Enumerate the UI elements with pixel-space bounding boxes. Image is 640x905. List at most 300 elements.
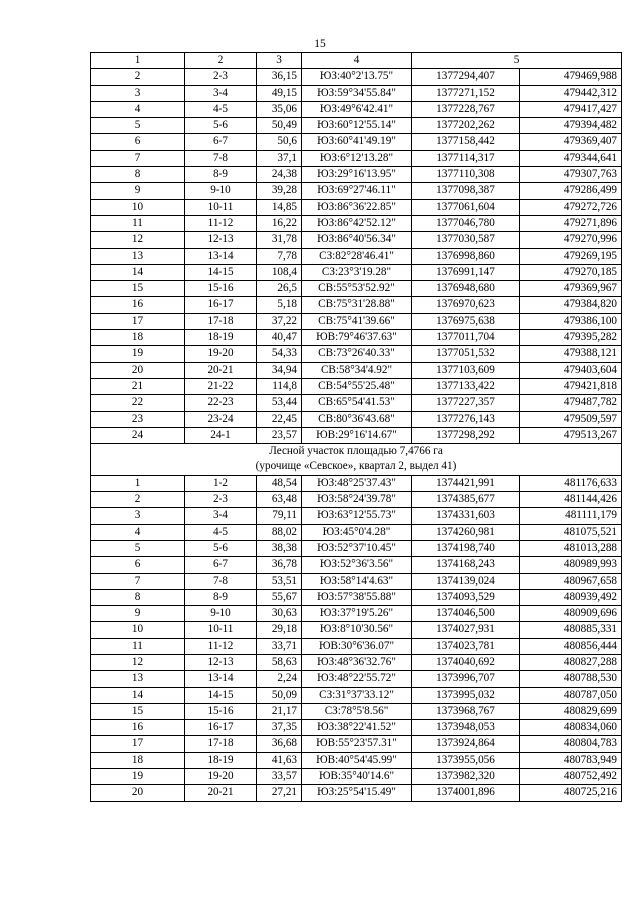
coord-y-cell: 481075,521 [520, 524, 622, 540]
segment-cell: 8-9 [185, 589, 257, 605]
point-number-cell: 14 [91, 264, 185, 280]
point-number-cell: 21 [91, 378, 185, 394]
length-cell: 37,1 [257, 150, 302, 166]
table-row [91, 752, 622, 768]
coord-y-cell: 479384,820 [520, 297, 622, 313]
length-cell: 54,33 [257, 346, 302, 362]
point-number-cell: 24 [91, 427, 185, 443]
coord-x-cell: 1374040,692 [412, 654, 520, 670]
coord-y-cell: 479469,988 [520, 69, 622, 85]
bearing-cell: СВ:58°34'4.92" [302, 362, 412, 378]
segment-cell: 7-8 [185, 150, 257, 166]
length-cell: 50,49 [257, 118, 302, 134]
section-title: Лесной участок площадью 7,4766 га [269, 445, 443, 458]
table-row [91, 654, 622, 670]
point-number-cell: 12 [91, 654, 185, 670]
column-header: 1 [91, 53, 185, 69]
bearing-cell: ЮЗ:52°36'3.56" [302, 557, 412, 573]
length-cell: 108,4 [257, 264, 302, 280]
coord-y-cell: 479344,641 [520, 150, 622, 166]
coord-x-cell: 1374093,529 [412, 589, 520, 605]
segment-cell: 21-22 [185, 378, 257, 394]
bearing-cell: СВ:75°41'39.66" [302, 313, 412, 329]
segment-cell: 4-5 [185, 524, 257, 540]
coord-x-cell: 1377158,442 [412, 134, 520, 150]
point-number-cell: 9 [91, 183, 185, 199]
segment-cell: 5-6 [185, 118, 257, 134]
point-number-cell: 23 [91, 411, 185, 427]
coord-y-cell: 479403,604 [520, 362, 622, 378]
table-row [91, 769, 622, 785]
coord-x-cell: 1374027,931 [412, 622, 520, 638]
coord-x-cell: 1376970,623 [412, 297, 520, 313]
coord-x-cell: 1373996,707 [412, 671, 520, 687]
coord-y-cell: 480783,949 [520, 752, 622, 768]
point-number-cell: 19 [91, 346, 185, 362]
length-cell: 48,54 [257, 475, 302, 491]
length-cell: 22,45 [257, 411, 302, 427]
bearing-cell: ЮЗ:37°19'5.26" [302, 606, 412, 622]
table-row [91, 427, 622, 443]
coord-y-cell: 480856,444 [520, 638, 622, 654]
segment-cell: 9-10 [185, 183, 257, 199]
point-number-cell: 6 [91, 557, 185, 573]
segment-cell: 16-17 [185, 720, 257, 736]
length-cell: 37,22 [257, 313, 302, 329]
length-cell: 36,15 [257, 69, 302, 85]
point-number-cell: 7 [91, 573, 185, 589]
length-cell: 37,35 [257, 720, 302, 736]
length-cell: 16,22 [257, 215, 302, 231]
coord-x-cell: 1377051,532 [412, 346, 520, 362]
coord-x-cell: 1374260,981 [412, 524, 520, 540]
length-cell: 114,8 [257, 378, 302, 394]
segment-cell: 19-20 [185, 346, 257, 362]
length-cell: 49,15 [257, 85, 302, 101]
length-cell: 26,5 [257, 281, 302, 297]
segment-cell: 14-15 [185, 687, 257, 703]
coord-x-cell: 1376975,638 [412, 313, 520, 329]
segment-cell: 16-17 [185, 297, 257, 313]
point-number-cell: 5 [91, 118, 185, 134]
coord-y-cell: 480885,331 [520, 622, 622, 638]
length-cell: 88,02 [257, 524, 302, 540]
point-number-cell: 4 [91, 101, 185, 117]
length-cell: 53,51 [257, 573, 302, 589]
point-number-cell: 11 [91, 215, 185, 231]
segment-cell: 18-19 [185, 330, 257, 346]
segment-cell: 20-21 [185, 785, 257, 801]
coord-y-cell: 480939,492 [520, 589, 622, 605]
point-number-cell: 4 [91, 524, 185, 540]
bearing-cell: ЮЗ:48°22'55.72" [302, 671, 412, 687]
bearing-cell: ЮЗ:8°10'30.56" [302, 622, 412, 638]
length-cell: 27,21 [257, 785, 302, 801]
table-row [91, 508, 622, 524]
section-heading [91, 444, 622, 476]
coord-x-cell: 1373948,053 [412, 720, 520, 736]
coord-x-cell: 1377227,357 [412, 395, 520, 411]
bearing-cell: СЗ:31°37'33.12" [302, 687, 412, 703]
table-row [91, 346, 622, 362]
coord-x-cell: 1377271,152 [412, 85, 520, 101]
coord-y-cell: 480827,288 [520, 654, 622, 670]
segment-cell: 1-2 [185, 475, 257, 491]
table-row [91, 557, 622, 573]
coord-y-cell: 479386,100 [520, 313, 622, 329]
bearing-cell: СЗ:82°28'46.41" [302, 248, 412, 264]
point-number-cell: 20 [91, 362, 185, 378]
coord-y-cell: 480834,060 [520, 720, 622, 736]
bearing-cell: ЮЗ:86°40'56.34" [302, 232, 412, 248]
table-row [91, 69, 622, 85]
coord-y-cell: 481176,633 [520, 475, 622, 491]
point-number-cell: 20 [91, 785, 185, 801]
coord-y-cell: 480967,658 [520, 573, 622, 589]
coord-y-cell: 480989,993 [520, 557, 622, 573]
length-cell: 29,18 [257, 622, 302, 638]
point-number-cell: 17 [91, 736, 185, 752]
table-row [91, 150, 622, 166]
table-row [91, 101, 622, 117]
section-subtitle: (урочище «Севское», квартал 2, выдел 41) [255, 460, 457, 473]
coord-x-cell: 1377011,704 [412, 330, 520, 346]
segment-cell: 5-6 [185, 540, 257, 556]
segment-cell: 6-7 [185, 557, 257, 573]
segment-cell: 13-14 [185, 671, 257, 687]
bearing-cell: СВ:80°36'43.68" [302, 411, 412, 427]
coord-x-cell: 1376948,680 [412, 281, 520, 297]
table-row [91, 281, 622, 297]
coord-x-cell: 1374023,781 [412, 638, 520, 654]
bearing-cell: ЮЗ:48°25'37.43" [302, 475, 412, 491]
table-row [91, 85, 622, 101]
segment-cell: 19-20 [185, 769, 257, 785]
coord-x-cell: 1376991,147 [412, 264, 520, 280]
point-number-cell: 5 [91, 540, 185, 556]
table-row [91, 362, 622, 378]
table-row [91, 232, 622, 248]
bearing-cell: СВ:54°55'25.48" [302, 378, 412, 394]
length-cell: 35,06 [257, 101, 302, 117]
point-number-cell: 12 [91, 232, 185, 248]
point-number-cell: 18 [91, 752, 185, 768]
bearing-cell: ЮЗ:58°14'4.63" [302, 573, 412, 589]
segment-cell: 2-3 [185, 69, 257, 85]
length-cell: 63,48 [257, 492, 302, 508]
segment-cell: 10-11 [185, 199, 257, 215]
coord-x-cell: 1374198,740 [412, 540, 520, 556]
point-number-cell: 2 [91, 69, 185, 85]
length-cell: 50,6 [257, 134, 302, 150]
length-cell: 33,71 [257, 638, 302, 654]
coord-x-cell: 1374001,896 [412, 785, 520, 801]
bearing-cell: ЮЗ:6°12'13.28" [302, 150, 412, 166]
coord-x-cell: 1377046,780 [412, 215, 520, 231]
segment-cell: 17-18 [185, 736, 257, 752]
length-cell: 40,47 [257, 330, 302, 346]
point-number-cell: 6 [91, 134, 185, 150]
bearing-cell: ЮЗ:48°36'32.76" [302, 654, 412, 670]
segment-cell: 17-18 [185, 313, 257, 329]
coord-x-cell: 1374331,603 [412, 508, 520, 524]
segment-cell: 18-19 [185, 752, 257, 768]
table-row [91, 703, 622, 719]
coord-y-cell: 479269,195 [520, 248, 622, 264]
length-cell: 14,85 [257, 199, 302, 215]
table-row [91, 606, 622, 622]
coord-x-cell: 1377098,387 [412, 183, 520, 199]
segment-cell: 4-5 [185, 101, 257, 117]
table-row [91, 248, 622, 264]
coord-y-cell: 479286,499 [520, 183, 622, 199]
segment-cell: 7-8 [185, 573, 257, 589]
coord-y-cell: 480804,783 [520, 736, 622, 752]
bearing-cell: ЮЗ:58°24'39.78" [302, 492, 412, 508]
point-number-cell: 15 [91, 281, 185, 297]
table-row [91, 622, 622, 638]
column-header: 3 [257, 53, 302, 69]
coord-y-cell: 479421,818 [520, 378, 622, 394]
bearing-cell: ЮВ:40°54'45.99" [302, 752, 412, 768]
length-cell: 30,63 [257, 606, 302, 622]
coord-y-cell: 480909,696 [520, 606, 622, 622]
segment-cell: 23-24 [185, 411, 257, 427]
bearing-cell: СВ:75°31'28.88" [302, 297, 412, 313]
table-row [91, 134, 622, 150]
table-row [91, 524, 622, 540]
bearing-cell: ЮВ:55°23'57.31" [302, 736, 412, 752]
coord-x-cell: 1373924,864 [412, 736, 520, 752]
coord-x-cell: 1373995,032 [412, 687, 520, 703]
point-number-cell: 8 [91, 589, 185, 605]
coord-x-cell: 1377298,292 [412, 427, 520, 443]
bearing-cell: СВ:73°26'40.33" [302, 346, 412, 362]
page-number: 15 [314, 38, 326, 50]
segment-cell: 3-4 [185, 85, 257, 101]
length-cell: 58,63 [257, 654, 302, 670]
table-row [91, 785, 622, 801]
length-cell: 7,78 [257, 248, 302, 264]
length-cell: 36,68 [257, 736, 302, 752]
segment-cell: 20-21 [185, 362, 257, 378]
table-row [91, 183, 622, 199]
coord-x-cell: 1377133,422 [412, 378, 520, 394]
coord-y-cell: 481013,288 [520, 540, 622, 556]
point-number-cell: 16 [91, 297, 185, 313]
point-number-cell: 3 [91, 508, 185, 524]
column-header: 2 [185, 53, 257, 69]
table-row [91, 687, 622, 703]
length-cell: 53,44 [257, 395, 302, 411]
table-row [91, 720, 622, 736]
point-number-cell: 16 [91, 720, 185, 736]
coord-y-cell: 479307,763 [520, 167, 622, 183]
point-number-cell: 1 [91, 475, 185, 491]
section-heading-row [91, 444, 622, 476]
boundary-coordinates-table [90, 52, 622, 802]
point-number-cell: 17 [91, 313, 185, 329]
point-number-cell: 10 [91, 199, 185, 215]
length-cell: 39,28 [257, 183, 302, 199]
bearing-cell: ЮЗ:86°36'22.85" [302, 199, 412, 215]
length-cell: 36,78 [257, 557, 302, 573]
table-row [91, 475, 622, 491]
length-cell: 41,63 [257, 752, 302, 768]
coord-y-cell: 479271,896 [520, 215, 622, 231]
coord-y-cell: 479513,267 [520, 427, 622, 443]
point-number-cell: 22 [91, 395, 185, 411]
coord-y-cell: 479272,726 [520, 199, 622, 215]
segment-cell: 10-11 [185, 622, 257, 638]
table-row [91, 395, 622, 411]
segment-cell: 8-9 [185, 167, 257, 183]
coord-y-cell: 480829,699 [520, 703, 622, 719]
bearing-cell: СЗ:78°5'8.56" [302, 703, 412, 719]
table-row [91, 118, 622, 134]
table-row [91, 589, 622, 605]
table-row [91, 199, 622, 215]
bearing-cell: ЮЗ:60°41'49.19" [302, 134, 412, 150]
segment-cell: 24-1 [185, 427, 257, 443]
coord-x-cell: 1377228,767 [412, 101, 520, 117]
length-cell: 50,09 [257, 687, 302, 703]
coord-y-cell: 479395,282 [520, 330, 622, 346]
point-number-cell: 19 [91, 769, 185, 785]
bearing-cell: ЮВ:35°40'14.6" [302, 769, 412, 785]
coord-y-cell: 479270,996 [520, 232, 622, 248]
bearing-cell: ЮВ:29°16'14.67" [302, 427, 412, 443]
point-number-cell: 18 [91, 330, 185, 346]
coord-y-cell: 479369,967 [520, 281, 622, 297]
coord-x-cell: 1377103,609 [412, 362, 520, 378]
length-cell: 33,57 [257, 769, 302, 785]
length-cell: 24,38 [257, 167, 302, 183]
length-cell: 55,67 [257, 589, 302, 605]
table-row [91, 297, 622, 313]
segment-cell: 12-13 [185, 232, 257, 248]
segment-cell: 13-14 [185, 248, 257, 264]
column-header: 4 [302, 53, 412, 69]
bearing-cell: ЮЗ:57°38'55.88" [302, 589, 412, 605]
coord-x-cell: 1377030,587 [412, 232, 520, 248]
segment-cell: 2-3 [185, 492, 257, 508]
length-cell: 38,38 [257, 540, 302, 556]
bearing-cell: ЮЗ:59°34'55.84" [302, 85, 412, 101]
point-number-cell: 8 [91, 167, 185, 183]
point-number-cell: 9 [91, 606, 185, 622]
segment-cell: 9-10 [185, 606, 257, 622]
table-row [91, 264, 622, 280]
segment-cell: 11-12 [185, 215, 257, 231]
table-row [91, 215, 622, 231]
bearing-cell: ЮВ:79°46'37.63" [302, 330, 412, 346]
coord-y-cell: 479487,782 [520, 395, 622, 411]
coord-y-cell: 480752,492 [520, 769, 622, 785]
coord-x-cell: 1373955,056 [412, 752, 520, 768]
point-number-cell: 10 [91, 622, 185, 638]
table-row [91, 330, 622, 346]
bearing-cell: СЗ:23°3'19.28" [302, 264, 412, 280]
bearing-cell: ЮЗ:52°37'10.45" [302, 540, 412, 556]
point-number-cell: 7 [91, 150, 185, 166]
segment-cell: 3-4 [185, 508, 257, 524]
bearing-cell: СВ:65°54'41.53" [302, 395, 412, 411]
length-cell: 34,94 [257, 362, 302, 378]
point-number-cell: 13 [91, 248, 185, 264]
length-cell: 5,18 [257, 297, 302, 313]
table-row [91, 492, 622, 508]
length-cell: 21,17 [257, 703, 302, 719]
length-cell: 31,78 [257, 232, 302, 248]
point-number-cell: 3 [91, 85, 185, 101]
coord-x-cell: 1373968,767 [412, 703, 520, 719]
table-row [91, 736, 622, 752]
coord-x-cell: 1377061,604 [412, 199, 520, 215]
bearing-cell: ЮЗ:40°2'13.75" [302, 69, 412, 85]
table-row [91, 573, 622, 589]
coord-x-cell: 1377276,143 [412, 411, 520, 427]
segment-cell: 12-13 [185, 654, 257, 670]
table-row [91, 411, 622, 427]
bearing-cell: СВ:55°53'52.92" [302, 281, 412, 297]
coord-y-cell: 481111,179 [520, 508, 622, 524]
coord-x-cell: 1373982,320 [412, 769, 520, 785]
table-row [91, 671, 622, 687]
point-number-cell: 15 [91, 703, 185, 719]
length-cell: 23,57 [257, 427, 302, 443]
coord-x-cell: 1377294,407 [412, 69, 520, 85]
table-row [91, 378, 622, 394]
coord-x-cell: 1376998,860 [412, 248, 520, 264]
bearing-cell: ЮЗ:60°12'55.14" [302, 118, 412, 134]
segment-cell: 6-7 [185, 134, 257, 150]
column-header: 5 [412, 53, 622, 69]
bearing-cell: ЮВ:30°6'36.07" [302, 638, 412, 654]
segment-cell: 14-15 [185, 264, 257, 280]
bearing-cell: ЮЗ:38°22'41.52" [302, 720, 412, 736]
coord-y-cell: 480725,216 [520, 785, 622, 801]
coord-x-cell: 1377114,317 [412, 150, 520, 166]
coord-x-cell: 1377202,262 [412, 118, 520, 134]
point-number-cell: 2 [91, 492, 185, 508]
coord-x-cell: 1374385,677 [412, 492, 520, 508]
coord-x-cell: 1374139,024 [412, 573, 520, 589]
point-number-cell: 11 [91, 638, 185, 654]
coord-y-cell: 479369,407 [520, 134, 622, 150]
coord-x-cell: 1377110,308 [412, 167, 520, 183]
bearing-cell: ЮЗ:49°6'42.41" [302, 101, 412, 117]
coord-y-cell: 479394,482 [520, 118, 622, 134]
bearing-cell: ЮЗ:63°12'55.73" [302, 508, 412, 524]
bearing-cell: ЮЗ:69°27'46.11" [302, 183, 412, 199]
bearing-cell: ЮЗ:86°42'52.12" [302, 215, 412, 231]
coord-y-cell: 480787,050 [520, 687, 622, 703]
coord-y-cell: 479509,597 [520, 411, 622, 427]
bearing-cell: ЮЗ:25°54'15.49" [302, 785, 412, 801]
coord-y-cell: 479417,427 [520, 101, 622, 117]
coord-x-cell: 1374168,243 [412, 557, 520, 573]
coord-y-cell: 480788,530 [520, 671, 622, 687]
coord-x-cell: 1374046,500 [412, 606, 520, 622]
coord-x-cell: 1374421,991 [412, 475, 520, 491]
length-cell: 79,11 [257, 508, 302, 524]
column-number-row [91, 53, 622, 69]
table-row [91, 313, 622, 329]
table-row [91, 540, 622, 556]
coord-y-cell: 479442,312 [520, 85, 622, 101]
point-number-cell: 14 [91, 687, 185, 703]
